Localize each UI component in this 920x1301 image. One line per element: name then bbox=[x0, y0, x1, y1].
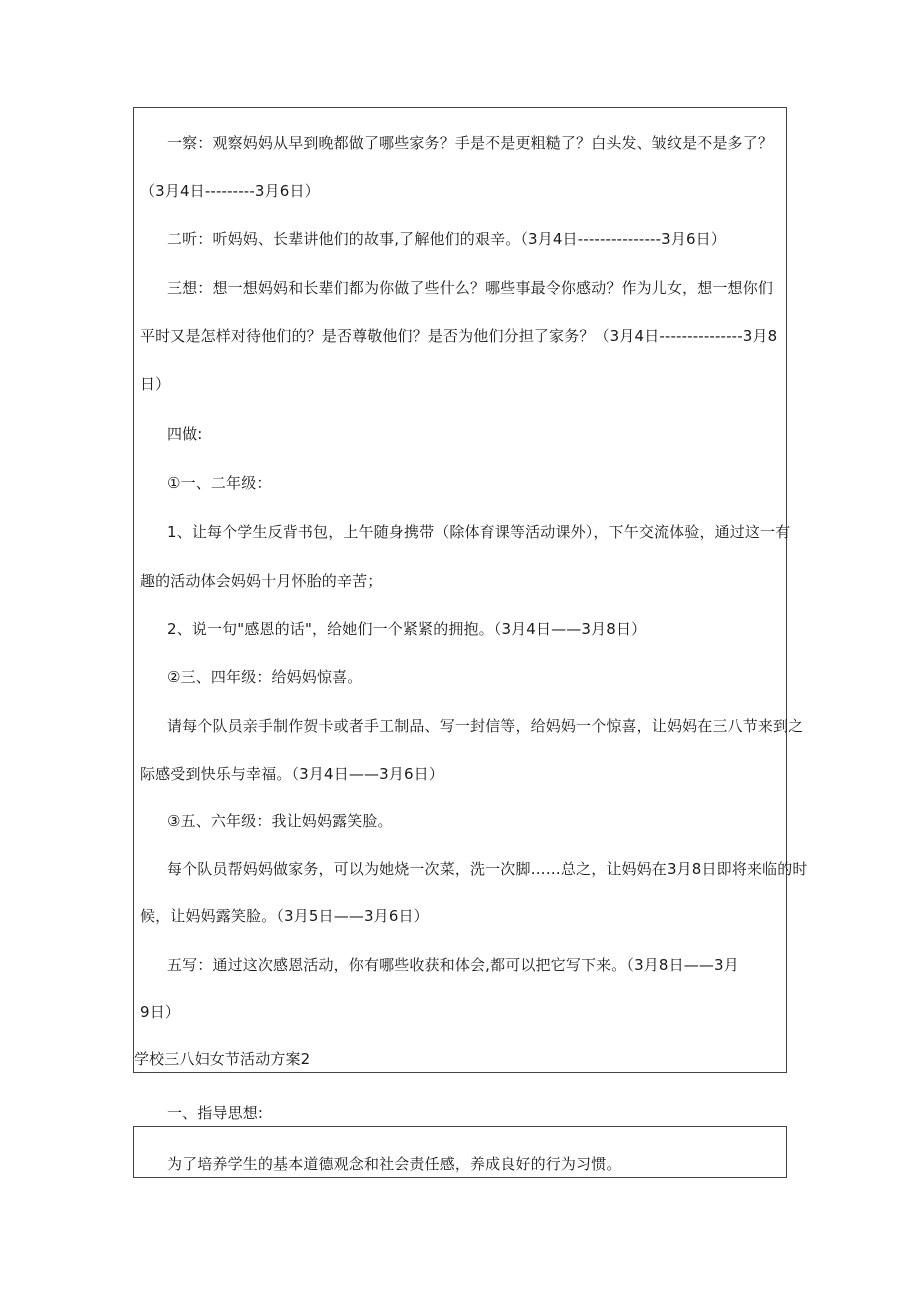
text-line-write-cont: 9日） bbox=[140, 1003, 180, 1021]
text-line-grade12: ①一、二年级： bbox=[167, 474, 272, 492]
text-line-grade34: ②三、四年级：给妈妈惊喜。 bbox=[167, 668, 363, 686]
text-line-grade56-desc: 每个队员帮妈妈做家务，可以为她烧一次菜，洗一次脚……总之，让妈妈在3月8日即将来临的时 bbox=[167, 860, 808, 878]
text-line-think-cont: 平时又是怎样对待他们的？是否尊敬他们？是否为他们分担了家务？（3月4日---------------3月8 bbox=[140, 327, 778, 345]
section-heading-guiding: 一、指导思想: bbox=[167, 1104, 264, 1122]
text-line-item2: 2、说一句"感恩的话"，给她们一个紧紧的拥抱。（3月4日——3月8日） bbox=[167, 620, 647, 638]
text-line-do: 四做: bbox=[167, 425, 203, 443]
text-line-guiding-desc: 为了培养学生的基本道德观念和社会责任感，养成良好的行为习惯。 bbox=[167, 1155, 622, 1173]
text-line-write: 五写：通过这次感恩活动，你有哪些收获和体会,都可以把它写下来。（3月8日——3月 bbox=[167, 956, 739, 974]
text-line-grade34-desc-cont: 际感受到快乐与幸福。（3月4日——3月6日） bbox=[140, 765, 444, 783]
text-line-item1-cont: 趣的活动体会妈妈十月怀胎的辛苦； bbox=[140, 572, 383, 590]
text-line-item1: 1、让每个学生反背书包，上午随身携带（除体育课等活动课外），下午交流体验，通过这一有 bbox=[167, 523, 791, 541]
text-line-observe-date: （3月4日---------3月6日） bbox=[140, 182, 320, 200]
text-line-think-end: 日） bbox=[140, 375, 171, 393]
plan-title: 学校三八妇女节活动方案2 bbox=[134, 1050, 311, 1068]
text-line-think: 三想：想一想妈妈和长辈们都为你做了些什么？哪些事最令你感动？作为儿女，想一想你们 bbox=[167, 279, 774, 297]
text-line-observe: 一察：观察妈妈从早到晚都做了哪些家务？手是不是更粗糙了？白头发、皱纹是不是多了？ bbox=[167, 134, 774, 152]
text-line-grade56-desc-cont: 候，让妈妈露笑脸。（3月5日——3月6日） bbox=[140, 907, 429, 925]
text-line-grade34-desc: 请每个队员亲手制作贺卡或者手工制品、写一封信等，给妈妈一个惊喜，让妈妈在三八节来到之 bbox=[167, 717, 804, 735]
text-line-listen: 二听：听妈妈、长辈讲他们的故事,了解他们的艰辛。（3月4日---------------3月6日） bbox=[167, 230, 726, 248]
text-line-grade56: ③五、六年级：我让妈妈露笑脸。 bbox=[167, 812, 393, 830]
